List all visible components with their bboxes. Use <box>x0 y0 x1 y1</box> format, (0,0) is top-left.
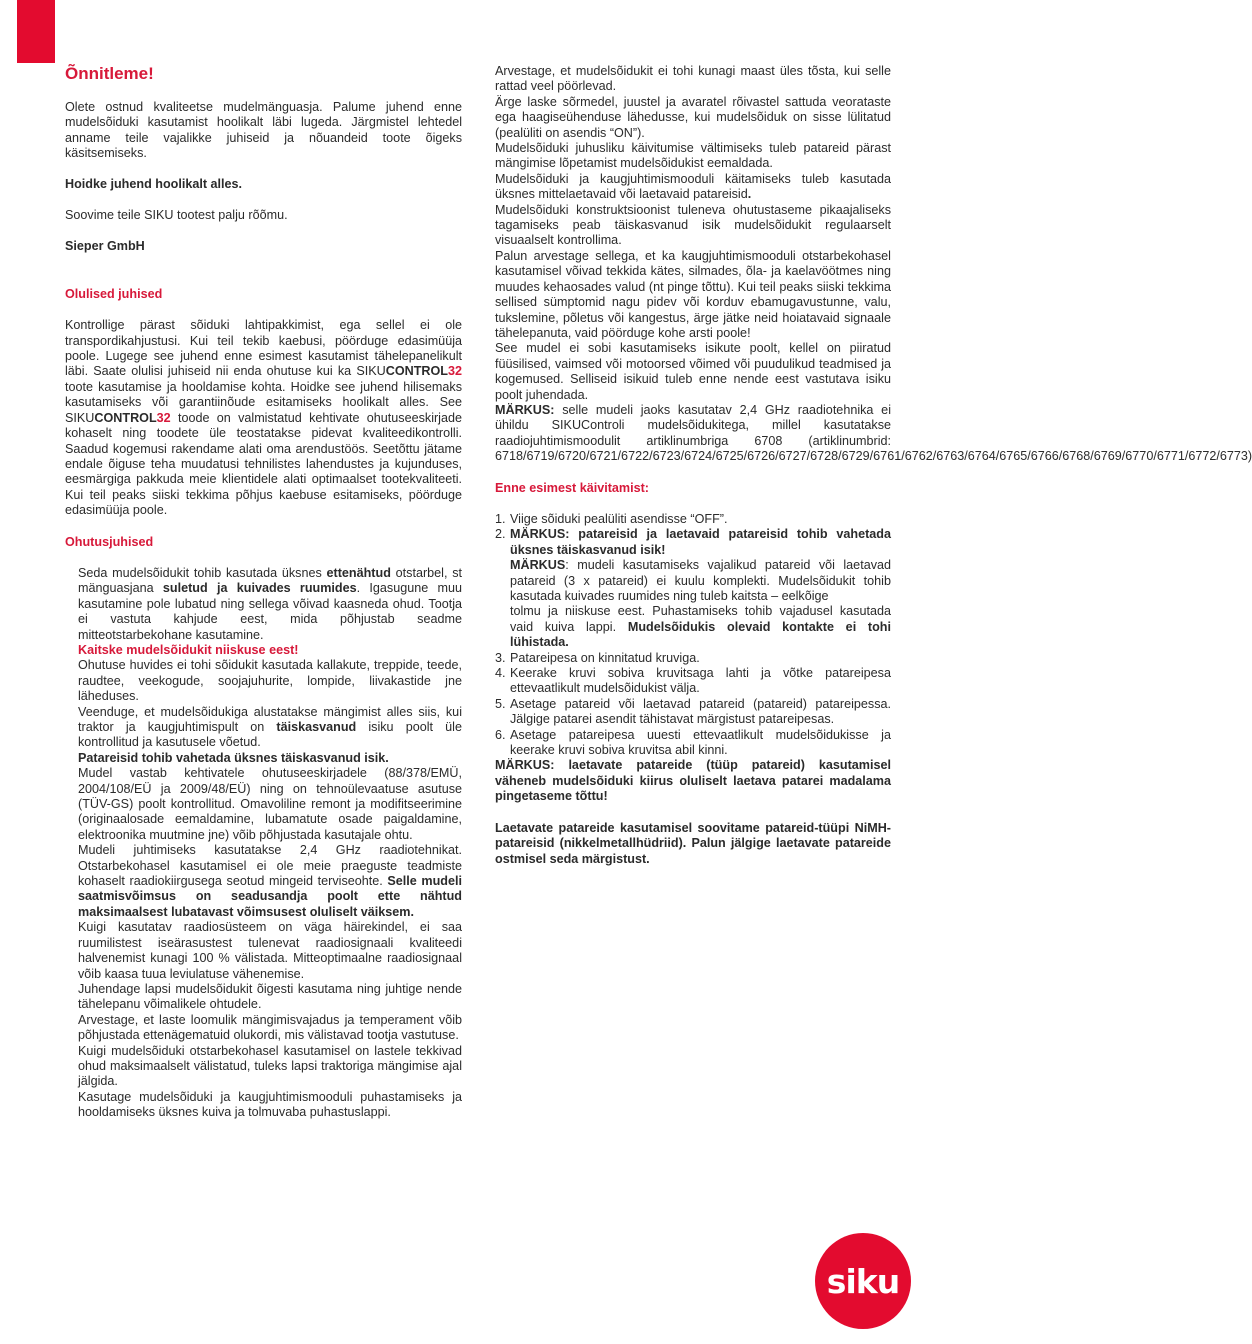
list-item: 2. MÄRKUS: patareisid ja laetavaid patareisid tohib vahetada üksnes täiskasvanud isik! MÄRKUS: mudeli kasutamiseks vajalikud patareid või laetavad patareid (3 x patareid) ei kuulu komplekti. Mudelsõidukit tohib kasutada kuivades ruumides ning tuleb kaitsta – eelkõige tolmu ja niiskuse eest. Puhastamiseks tohib vajadusel kasutada vaid kuiva lappi. Mudelsõidukis olevaid kontakte ei tohi lühistada. <box>495 527 892 650</box>
general-paragraph: Kontrollige pärast sõiduki lahtipakkimist, ega sellel ei ole transpordikahjustusi. Kui teil tekib kaebusi, pöörduge edasimüüja poole. Lugege see juhend enne esimest kasutamist tähelepanelikult läbi. Saate olulisi juhiseid nii enda ohutuse kui ka SIKUCONTROL32 toote kasutamise ja hooldamise kohta. Hoidke see juhend hilisemaks kasutamiseks või garantiinõude esitamiseks hoolikalt alles. See SIKUCONTROL32 toode on valmistatud kehtivate ohutuseeskirjade kohaselt ning toodete üle teostatakse pidevat kvaliteedikontrolli. Saadud kogemusi rakendame alati oma arendustöös. Seetõttu jätame endale õiguse teha muudatusi tehnilistes lahendustes ja kujunduses, eesmärgiga pakkuda meie klientidele alati optimaalset tootekvaliteeti. Kui teil peaks siiski tekkima põhjus kaebuse esitamiseks, pöörduge edasimüüja poole. <box>65 318 462 518</box>
corner-accent-bar <box>17 0 55 63</box>
safety-paragraph-signal: Kuigi kasutatav raadiosüsteem on väga häirekindel, ei saa ruumilistest iseärasustest tulenevat raadiosignaali kvaliteedi halvenemist kunagi 100 % välistada. Mitteoptimaalne raadiosignaal võib kaasa tuua leviulatuse vähenemise. <box>78 920 462 981</box>
page-title: Õnnitleme! <box>65 64 154 83</box>
brand-name: SIKUCONTROL32 <box>65 410 171 425</box>
safety-paragraph-adult-check: Veenduge, et mudelsõidukiga alustatakse mängimist alles siis, kui traktor ja kaugjuhtimispult on täiskasvanud isiku poolt üle kontrollitud ja kasutusele võetud. <box>78 704 462 750</box>
right-paragraph-remove-batteries: Mudelsõiduki juhusliku käivitumise vältimiseks tuleb patareid pärast mängimise lõpetamist mudelsõidukist eemaldada. <box>495 141 891 171</box>
right-paragraph-lift: Arvestage, et mudelsõidukit ei tohi kunagi maast üles tõsta, kui selle rattad veel pöörlevad. <box>495 64 891 94</box>
company-name: Sieper GmbH <box>65 239 145 254</box>
brand-name: SIKUCONTROL32 <box>356 364 462 379</box>
right-paragraph-battery-types: Mudelsõiduki ja kaugjuhtimismooduli käitamiseks tuleb kasutada üksnes mittelaetavaid või laetavaid patareisid. <box>495 171 891 202</box>
list-item: 5. Asetage patareid või laetavad patareid (patareid) patareipessa. Jälgige patarei asendit tähistavat märgistust patareipesas. <box>495 696 891 727</box>
rechargeable-warning: MÄRKUS: laetavate patareide (tüüp patareid) kasutamisel väheneb mudelsõiduki kiirus oluliselt laetava patarei madalama pingetaseme tõttu! <box>495 758 891 804</box>
keep-manual-note: Hoidke juhend hoolikalt alles. <box>65 176 243 191</box>
battery-adult-note: Patareisid tohib vahetada üksnes täiskasvanud isik. <box>78 750 389 765</box>
safety-paragraph-instruct: Juhendage lapsi mudelsõidukit õigesti kasutama ning juhtige nende tähelepanu võimalikele ohtudele. <box>78 981 462 1012</box>
startup-steps <box>495 512 891 759</box>
right-column <box>495 64 1252 867</box>
safety-paragraph-cleaning: Kasutage mudelsõiduki ja kaugjuhtimismooduli puhastamiseks ja hooldamiseks üksnes kuiva ja tolmuvaba puhastuslappi. <box>78 1089 462 1120</box>
nimh-recommendation: Laetavate patareide kasutamisel soovitame patareid-tüüpi NiMH-patareisid (nikkelmetallhüdriid). Palun jälgige laetavate patareide ostmisel seda märgistust. <box>495 820 891 866</box>
right-paragraph-fingers: Ärge laske sõrmedel, juustel ja avaratel rõivastel sattuda veorataste ega haagiseühenduse lähedusse, kui mudelsõiduk on sisse lülitatud (pealüliti on asendis “ON”). <box>495 94 891 140</box>
intro-paragraph: Olete ostnud kvaliteetse mudelmänguasja. Palume juhend enne mudelsõiduki kasutamist hoolikalt läbi lugeda. Järgmistel lehtedel anname teile vajalikke juhiseid ja nõuandeid toote õigeks käsitsemiseks. <box>65 100 462 161</box>
safety-paragraph-regulations: Mudel vastab kehtivatele ohutuseeskirjadele (88/378/EMÜ, 2004/108/EÜ ja 2009/48/EÜ) ning on tehnoülevaatuse asutuse (TÜV-GS) poolt kontrollitud. Omavoliline remont ja modifitseerimine (originaalosade eemaldamine, lubamatute osade paigaldamine, elektroonika muutmine jne) võib põhjustada kasutajale ohtu. <box>78 766 462 842</box>
list-item: 3. Patareipesa on kinnitatud kruviga. <box>495 650 700 665</box>
moisture-warning: Kaitske mudelsõidukit niiskuse eest! <box>78 642 299 657</box>
compatibility-note: MÄRKUS: selle mudeli jaoks kasutatav 2,4 GHz raadiotehnika ei ühildu SIKUControli mudelsõidukitega, millel kasutatakse raadiojuhtimismoodulit artiklinumbriga 6708 (artiklinumbrid: 6718/6719/6720/6721/6722/6723/6724/6725/6726/6727/6728/6729/6761/6762/6763/6764/6765/6766/6768/6769/6770/6771/6772/6773) <box>495 402 1252 464</box>
right-paragraph-health: Palun arvestage sellega, et ka kaugjuhtimismooduli otstarbekohasel kasutamisel võivad tekkida kätes, silmades, õla- ja kaelavöötmes ning muudes kehaosades valud (nt pinge tõttu). Kui teil peaks siiski tekkima sellised sümptomid nagu pidev või korduv ebamugavustunne, valu, tukslemine, põletus või kangestus, ärge jätke neid hoiatavaid signaale tähelepanuta, vaid pöörduge kohe arsti poole! <box>495 248 891 340</box>
siku-logo: siku <box>815 1233 911 1329</box>
list-item: 6. Asetage patareipesa uuesti ettevaatlikult mudelsõidukisse ja keerake kruvi sobiva kruvitsa abil kinni. <box>495 727 891 758</box>
wishes-paragraph: Soovime teile SIKU tootest palju rõõmu. <box>65 208 288 223</box>
startup-heading: Enne esimest käivitamist: <box>495 480 649 495</box>
right-paragraph-suitability: See mudel ei sobi kasutamiseks isikute poolt, kellel on piiratud füüsilised, vaimsed või motoorsed võimed või puudulikud teadmised ja kogemused. Selliseid isikuid tuleb enne nende eest vastutava isiku poolt juhendada. <box>495 341 891 402</box>
left-column <box>65 64 462 1121</box>
safety-paragraph-supervise: Kuigi mudelsõiduki otstarbekohasel kasutamisel on lastele tekkivad ohud maksimaalselt välistatud, tuleks lapsi traktoriga mängimise ajal jälgida. <box>78 1043 462 1089</box>
safety-paragraph-locations: Ohutuse huvides ei tohi sõidukit kasutada kallakute, treppide, teede, raudtee, veekogude, soojajuhurite, lompide, liivakastide jne läheduses. <box>78 658 462 704</box>
safety-block <box>65 566 462 1121</box>
safety-heading: Ohutusjuhised <box>65 534 154 549</box>
safety-paragraph-temperament: Arvestage, et laste loomulik mängimisvajadus ja temperament võib põhjustada ettenägematuid olukordi, mis välistavad tootja vastutuse. <box>78 1012 462 1043</box>
right-paragraph-inspection: Mudelsõiduki konstruktsioonist tuleneva ohutustaseme pikaajaliseks tagamiseks peab täiskasvanud isik mudelsõidukit regulaarselt visuaalselt kontrollima. <box>495 202 891 248</box>
safety-paragraph-radio: Mudeli juhtimiseks kasutatakse 2,4 GHz raadiotehnikat. Otstarbekohasel kasutamisel ei ole meie praeguste teadmiste kohaselt raadiokiirgusega seotud mingeid terviseohte. Selle mudeli saatmisvõimsus on seadusandja poolt ette nähtud maksimaalsest lubatavast võimsusest oluliselt väiksem. <box>78 843 462 919</box>
list-item: 1. Viige sõiduki pealüliti asendisse “OFF”. <box>495 511 728 526</box>
safety-paragraph-use: Seda mudelsõidukit tohib kasutada üksnes ettenähtud otstarbel, st mänguasjana suletud ja kuivades ruumides. Igasugune muu kasutamine pole lubatud ning sellega võivad kaasneda ohud. Tootja ei vastuta kahjude eest, mida põhjustab seadme mitteotstarbekohane kasutamine. <box>78 565 463 642</box>
list-item: 4. Keerake kruvi sobiva kruvitsaga lahti ja võtke patareipesa ettevaatlikult mudelsõidukist välja. <box>495 666 891 696</box>
general-heading: Olulised juhised <box>65 286 163 301</box>
